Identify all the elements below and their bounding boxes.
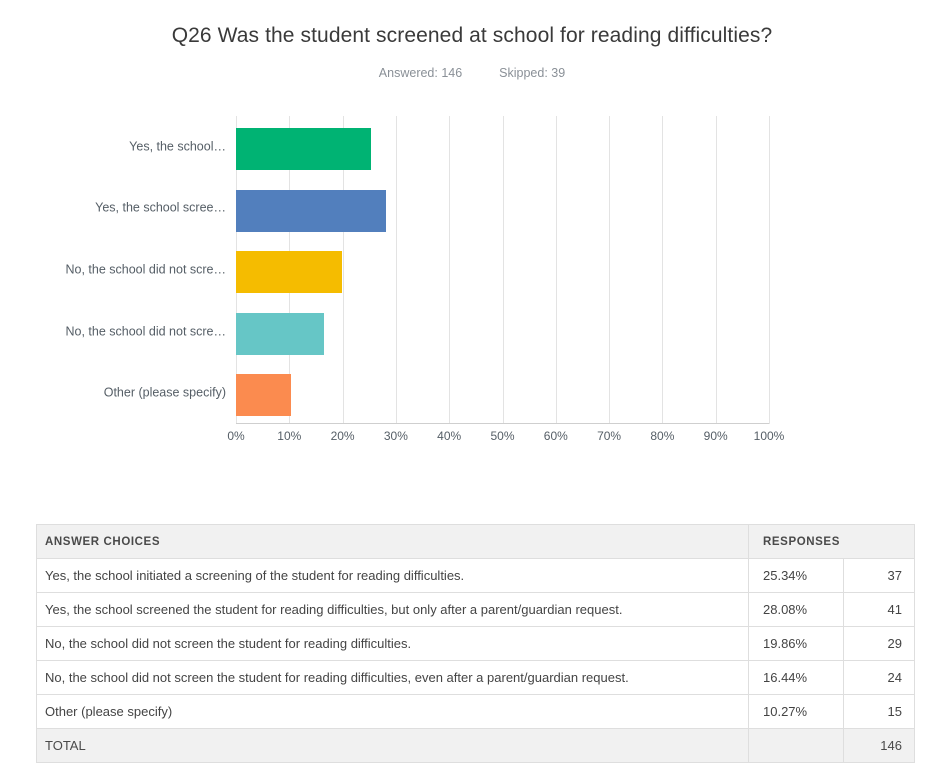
answered-count: Answered: 146 — [378, 66, 463, 80]
table-row — [37, 559, 915, 593]
x-tick-label: 100% — [753, 429, 785, 443]
bar-category-label: No, the school did not scre… — [65, 262, 226, 277]
x-tick-label: 90% — [703, 429, 728, 443]
x-tick-label: 70% — [597, 429, 622, 443]
table-row — [37, 627, 915, 661]
gridline — [769, 116, 770, 424]
responses-table — [36, 524, 915, 763]
bar-row — [65, 301, 769, 363]
cell-response-percent: 19.86% — [749, 627, 844, 661]
chart-plot-area — [65, 116, 785, 446]
cell-response-percent: 10.27% — [749, 695, 844, 729]
bar-category-label: Other (please specify) — [103, 385, 226, 400]
answer-choices-table — [36, 524, 915, 763]
cell-total-count: 146 — [844, 729, 915, 763]
x-tick-label: 60% — [543, 429, 568, 443]
cell-total-percent — [749, 729, 844, 763]
column-answer-choices: ANSWER CHOICES — [37, 525, 749, 559]
x-tick-label: 50% — [490, 429, 515, 443]
cell-answer-choice: No, the school did not screen the student for reading difficulties. — [37, 627, 749, 661]
cell-answer-choice: Other (please specify) — [37, 695, 749, 729]
chart-x-tick-labels — [227, 424, 785, 446]
cell-total-label: TOTAL — [37, 729, 749, 763]
bar-row — [95, 178, 769, 240]
column-responses: RESPONSES — [749, 525, 915, 559]
cell-response-count: 24 — [844, 661, 915, 695]
bar-chart — [0, 98, 944, 458]
bar — [236, 128, 371, 170]
cell-response-count: 29 — [844, 627, 915, 661]
cell-response-count: 15 — [844, 695, 915, 729]
x-tick-label: 20% — [330, 429, 355, 443]
bar — [236, 190, 386, 232]
bar-row — [103, 362, 769, 424]
x-tick-label: 40% — [437, 429, 462, 443]
x-tick-label: 10% — [277, 429, 302, 443]
cell-response-count: 37 — [844, 559, 915, 593]
x-tick-label: 0% — [227, 429, 245, 443]
bar — [236, 313, 324, 355]
bar — [236, 374, 291, 416]
cell-response-percent: 16.44% — [749, 661, 844, 695]
table-total-row — [37, 729, 915, 763]
bar-category-label: No, the school did not scre… — [65, 324, 226, 339]
table-body — [37, 559, 915, 763]
x-tick-label: 30% — [383, 429, 408, 443]
bar-category-label: Yes, the school… — [129, 139, 226, 154]
cell-answer-choice: Yes, the school initiated a screening of the student for reading difficulties. — [37, 559, 749, 593]
response-summary — [0, 66, 944, 80]
x-tick-label: 80% — [650, 429, 675, 443]
table-row — [37, 695, 915, 729]
bar-row — [65, 239, 769, 301]
table-header — [37, 525, 915, 559]
bar-category-label: Yes, the school scree… — [95, 200, 226, 215]
cell-response-percent: 25.34% — [749, 559, 844, 593]
table-header-row — [37, 525, 915, 559]
chart-bars — [65, 116, 769, 424]
cell-answer-choice: No, the school did not screen the student for reading difficulties, even after a parent/guardian request. — [37, 661, 749, 695]
bar-row — [129, 116, 769, 178]
cell-response-count: 41 — [844, 593, 915, 627]
bar — [236, 251, 342, 293]
table-row — [37, 661, 915, 695]
page-title: Q26 Was the student screened at school for reading difficulties? — [171, 24, 773, 47]
cell-response-percent: 28.08% — [749, 593, 844, 627]
table-row — [37, 593, 915, 627]
skipped-count: Skipped: 39 — [499, 66, 566, 80]
cell-answer-choice: Yes, the school screened the student for reading difficulties, but only after a parent/guardian request. — [37, 593, 749, 627]
